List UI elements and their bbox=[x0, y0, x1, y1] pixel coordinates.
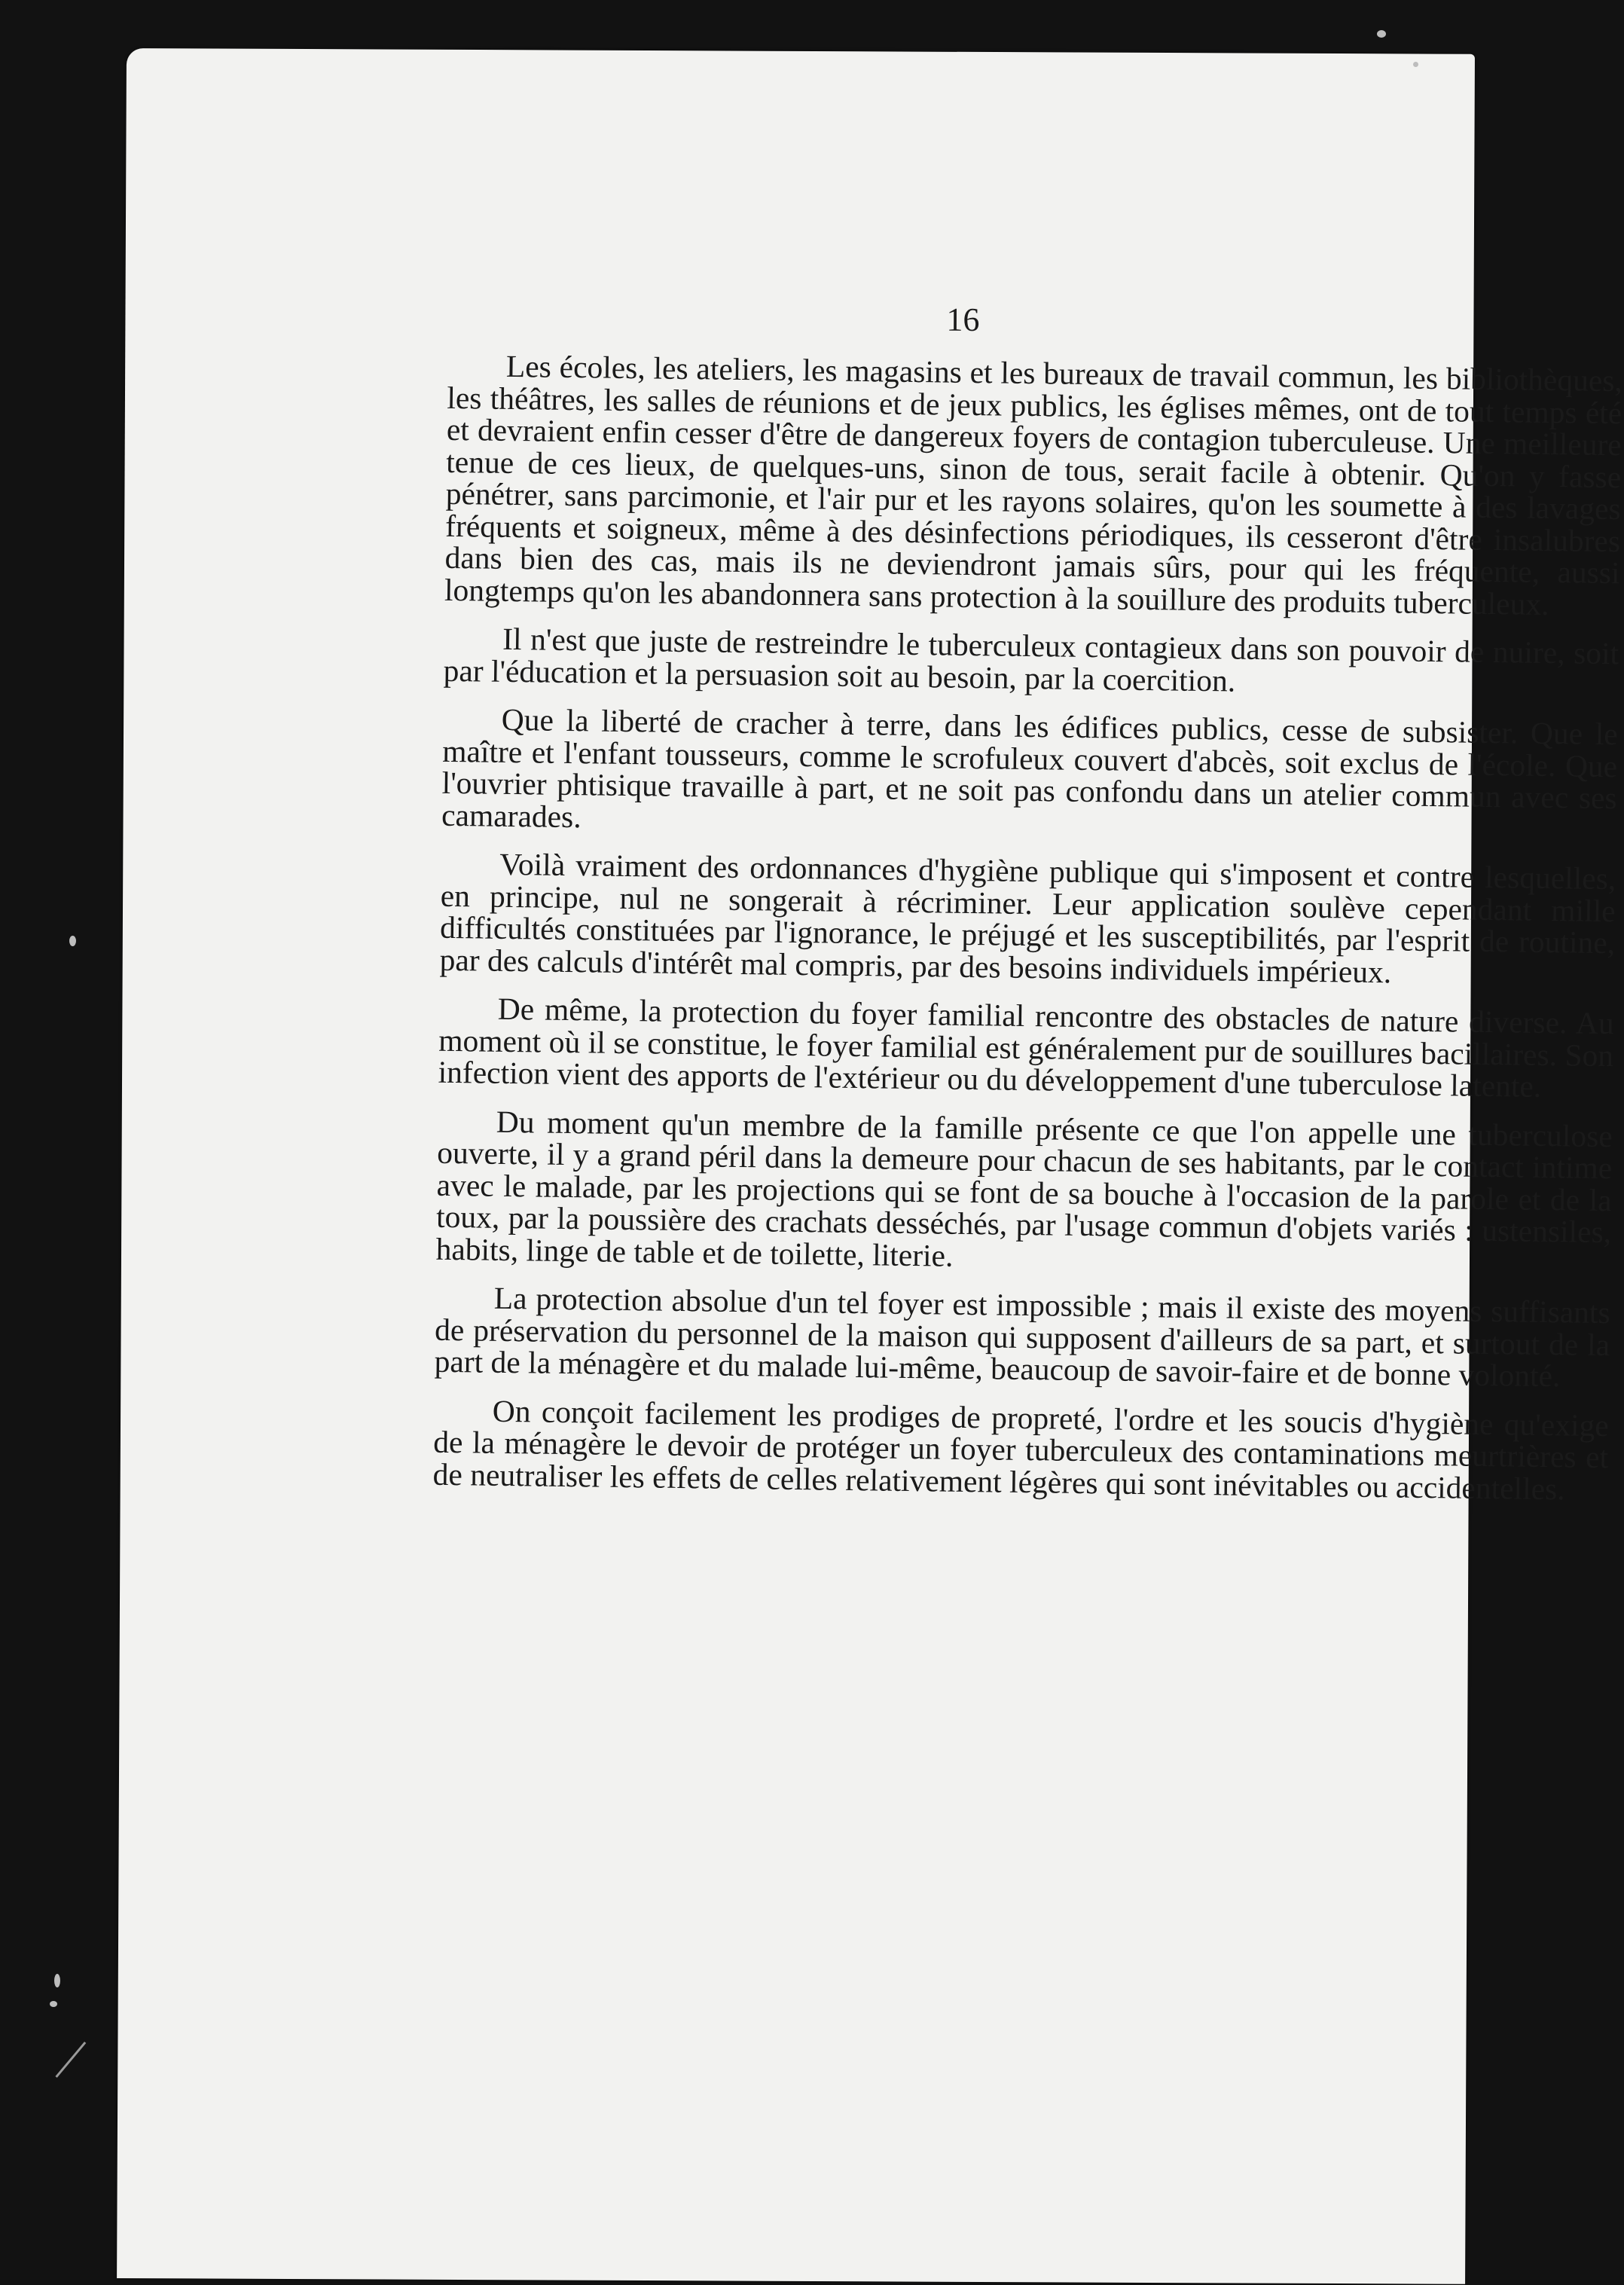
paragraph-5: De même, la protection du foyer familial rencontre des obstacles de nature diverse. Au moment où il se constitue, le foyer familial est généralement pur de souillures bacillaires. Son infection vient des apports de l'extérieur ou du développement d'une tuberculose latente. bbox=[438, 991, 1614, 1104]
paragraph-8: On conçoit facilement les prodiges de propreté, l'ordre et les soucis d'hygiène qu'exige de la ménagère le devoir de protéger un foyer tuberculeux des contaminations meurtrières et de neutraliser les effets de celles relativement légères qui sont inévitables ou accidentelles. bbox=[432, 1393, 1610, 1506]
scan-speck bbox=[50, 2001, 57, 2007]
page-number: 16 bbox=[946, 301, 980, 338]
paragraph-3: Que la liberté de cracher à terre, dans les édifices publics, cesse de subsister. Que le maître et l'enfant tousseurs, comme le scrofuleux couvert d'abcès, soit exclus de l'école. Que l'ouvrier phtisique travaille à part, et ne soit pas confondu dans un atelier commun avec ses camarades. bbox=[441, 701, 1619, 834]
paragraph-4: Voilà vraiment des ordonnances d'hygiène publique qui s'imposent et contre lesquelles, en principe, nul ne songerait à récriminer. Leur application soulève cependant mille difficultés constituées par l'ignorance, le préjugé et les susceptibilités, par l'esprit de routine, par des calculs d'intérêt mal compris, par des besoins individuels impérieux. bbox=[439, 846, 1616, 989]
scan-speck bbox=[1413, 62, 1418, 67]
scan-scratch bbox=[55, 2042, 86, 2078]
paragraph-7: La protection absolue d'un tel foyer est impossible ; mais il existe des moyens suffisants de préservation du personnel de la maison qui supposent d'ailleurs de sa part, et surtout de la part de la ménagère et du malade lui-même, beaucoup de savoir-faire et de bonne volonté. bbox=[434, 1280, 1610, 1394]
page-sheet bbox=[117, 48, 1623, 2284]
scan-speck bbox=[1377, 30, 1386, 38]
paragraph-2: Il n'est que juste de restreindre le tuberculeux contagieux dans son pouvoir de nuire, soit par l'éducation et la persuasion soit au besoin, par la coercition. bbox=[443, 621, 1619, 698]
scan-speck bbox=[54, 1974, 60, 1987]
scan-speck bbox=[69, 936, 76, 946]
paragraph-1: Les écoles, les ateliers, les magasins et les bureaux de travail commun, les bibliothèques, les théâtres, les salles de réunions et de jeux publics, les églises mêmes, ont de tout temps été et devraient enfin cesser d'être de dangereux foyers de contagion tuberculeuse. Une meilleure tenue de ces lieux, de quelques-uns, sinon de tous, serait facile à obtenir. Qu'on y fasse pénétrer, sans parcimonie, et l'air pur et les rayons solaires, qu'on les soumette à des lavages fréquents et soigneux, même à des désinfections périodiques, ils cesseront d'être insalubres dans bien des cas, mais ils ne deviendront jamais sûrs, pour qui les fréquente, aussi longtemps qu'on les abandonnera sans protection à la souillure des produits tuberculeux. bbox=[444, 348, 1623, 622]
paragraph-6: Du moment qu'un membre de la famille présente ce que l'on appelle une tuberculose ouverte, il y a grand péril dans la demeure pour chacun de ses habitants, par le contact intime avec le malade, par les projections qui se font de sa bouche à l'occasion de la parole et de la toux, par la poussière des crachats desséchés, par l'usage commun d'objets variés : ustensiles, habits, linge de table et de toilette, literie. bbox=[435, 1104, 1613, 1273]
body-text bbox=[432, 350, 1622, 1522]
